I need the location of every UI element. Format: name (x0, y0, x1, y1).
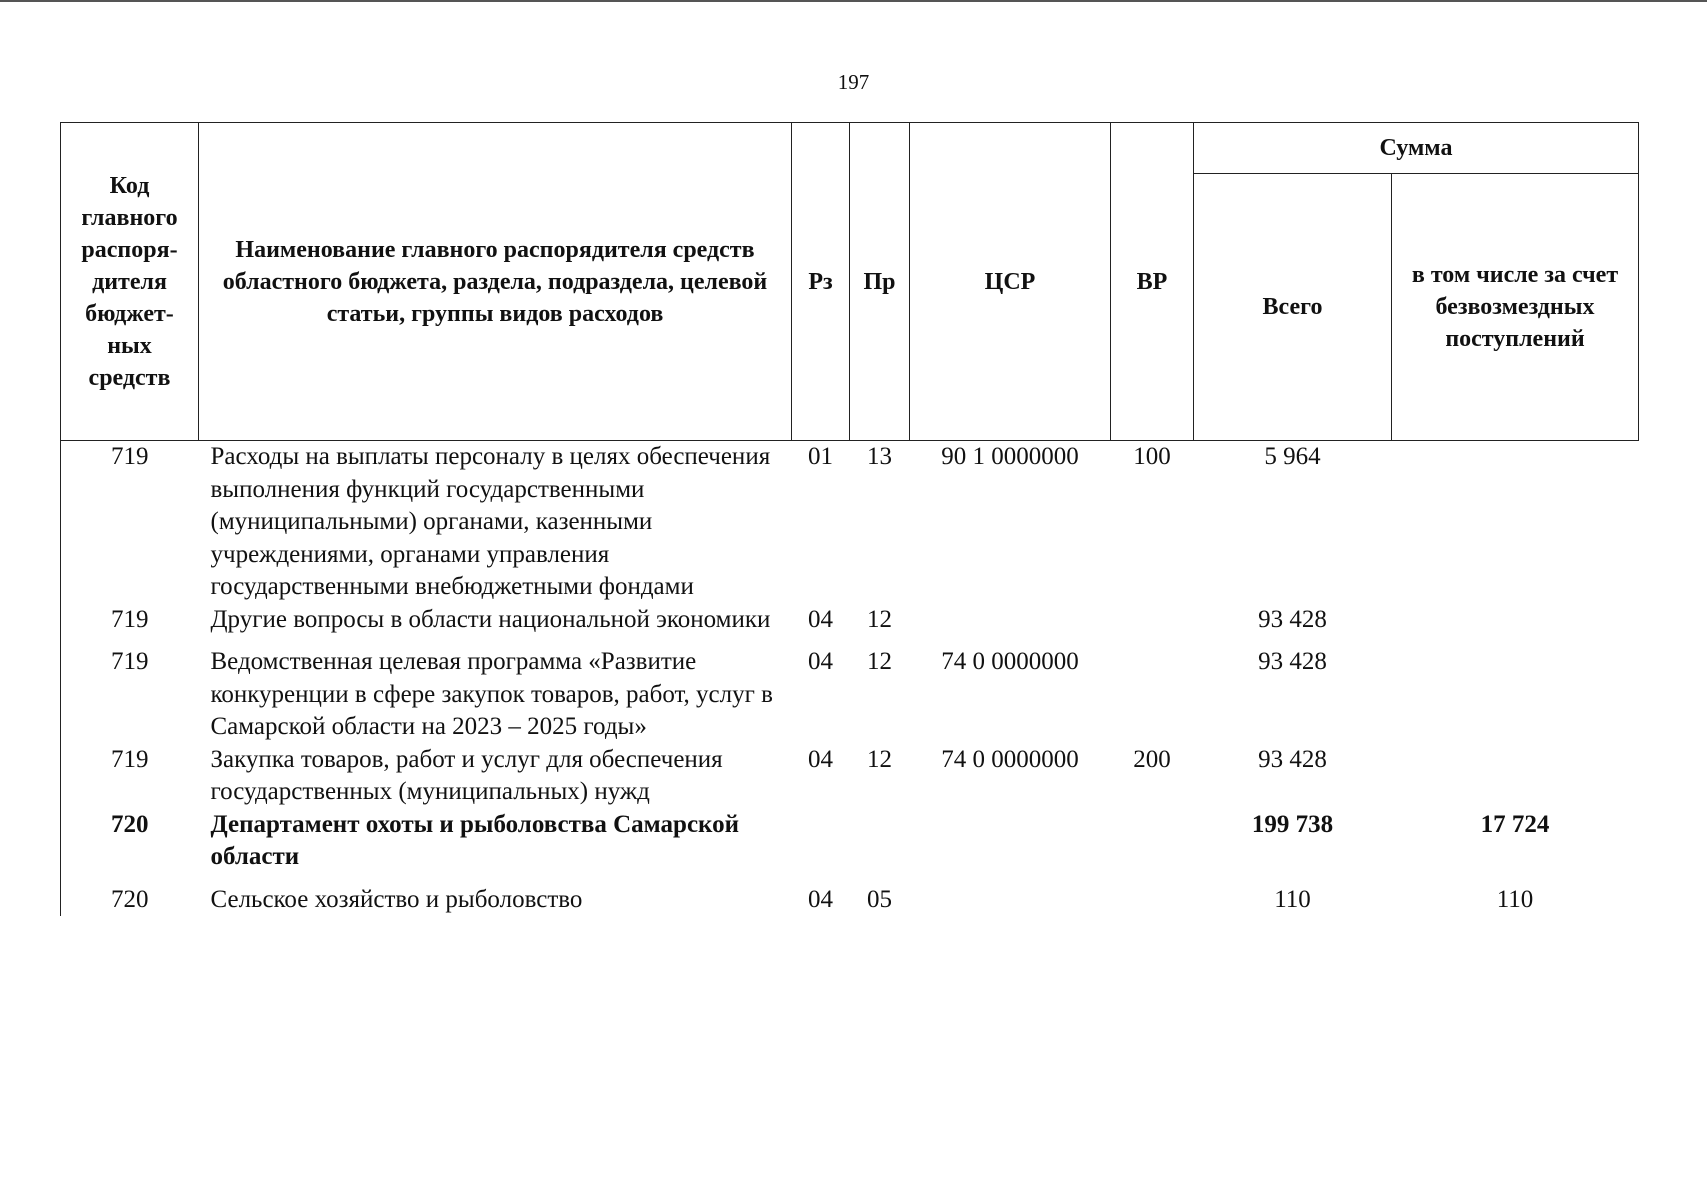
header-free: в том числе за счет безвозмездных поступлений (1392, 174, 1639, 441)
header-name: Наименование главного распорядителя средств областного бюджета, раздела, подраздела, целевой статьи, группы видов расходов (199, 123, 792, 441)
cell-name: Другие вопросы в области национальной экономики (210, 605, 771, 633)
cell-vr (1111, 604, 1194, 637)
cell-rz: 04 (808, 605, 833, 633)
header-total: Всего (1194, 174, 1392, 441)
top-rule (0, 0, 1707, 2)
cell-code: 719 (61, 604, 199, 637)
header-sum: Сумма (1194, 123, 1639, 174)
cell-csr: 74 0 0000000 (941, 745, 1079, 773)
table-row (61, 809, 1639, 874)
budget-table (60, 122, 1639, 916)
cell-vr: 200 (1133, 745, 1171, 773)
cell-free: 17 724 (1480, 810, 1550, 838)
cell-total: 110 (1274, 885, 1311, 913)
header-csr: ЦСР (910, 123, 1111, 441)
table-row (61, 744, 1639, 809)
cell-code: 719 (61, 636, 199, 744)
cell-total: 93 428 (1258, 745, 1327, 773)
cell-name: Расходы на выплаты персоналу в целях обеспечения выполнения функций государственными (муниципальными) органами, казенными учреждениями, органами управления государственными внебюджетными фондами (210, 443, 771, 600)
cell-total: 5 964 (1264, 443, 1321, 470)
cell-name: Сельское хозяйство и рыболовство (210, 885, 583, 913)
cell-csr: 74 0 0000000 (941, 648, 1079, 675)
cell-vr (1111, 636, 1194, 744)
cell-name: Департамент охоты и рыболовства Самарской области (210, 810, 740, 870)
cell-code: 719 (61, 744, 199, 809)
cell-rz (792, 809, 850, 874)
cell-name: Ведомственная целевая программа «Развитие конкуренции в сфере закупок товаров, работ, услуг в Самарской области на 2023 – 2025 годы» (210, 648, 773, 740)
header-rz: Рз (792, 123, 850, 441)
table-row (61, 636, 1639, 744)
cell-code: 719 (61, 441, 199, 604)
cell-pr: 12 (867, 648, 892, 675)
header-pr: Пр (850, 123, 910, 441)
cell-free (1392, 744, 1639, 809)
cell-csr: 90 1 0000000 (941, 443, 1079, 470)
cell-rz: 04 (808, 885, 833, 913)
cell-free (1392, 441, 1639, 604)
cell-total: 93 428 (1258, 605, 1327, 633)
header-vr: ВР (1111, 123, 1194, 441)
header-code: Код главного распоря-дителя бюджет-ных средств (61, 123, 199, 441)
cell-csr (910, 809, 1111, 874)
cell-rz: 04 (808, 648, 833, 675)
table-row (61, 441, 1639, 604)
table-row (61, 874, 1639, 917)
cell-code: 720 (61, 809, 199, 874)
cell-code: 720 (61, 874, 199, 917)
cell-total: 199 738 (1251, 810, 1334, 838)
cell-pr: 13 (867, 443, 892, 470)
table-body (61, 441, 1639, 917)
cell-vr (1111, 809, 1194, 874)
page-number: 197 (837, 70, 870, 94)
cell-pr: 12 (867, 745, 892, 773)
cell-pr: 05 (867, 885, 892, 913)
cell-vr (1111, 874, 1194, 917)
table-header (61, 123, 1639, 441)
cell-free: 110 (1496, 885, 1534, 913)
cell-pr: 12 (867, 605, 892, 633)
cell-csr (910, 604, 1111, 637)
cell-name: Закупка товаров, работ и услуг для обеспечения государственных (муниципальных) нужд (210, 745, 723, 805)
cell-free (1392, 604, 1639, 637)
table-row (61, 604, 1639, 637)
cell-rz: 01 (808, 443, 833, 470)
cell-rz: 04 (808, 745, 833, 773)
cell-total: 93 428 (1258, 648, 1327, 675)
cell-free (1392, 636, 1639, 744)
cell-vr: 100 (1133, 443, 1171, 470)
cell-csr (910, 874, 1111, 917)
cell-pr (850, 809, 910, 874)
